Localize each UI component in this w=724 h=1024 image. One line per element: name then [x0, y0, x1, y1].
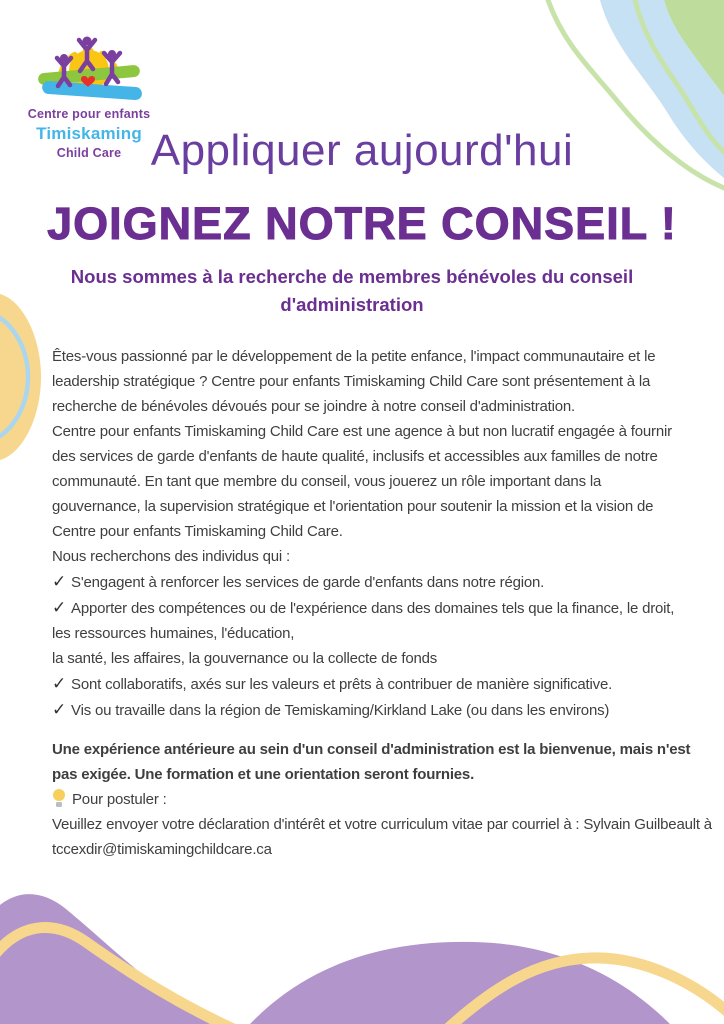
checklist-item-continuation: [52, 646, 692, 671]
checklist-item: [52, 671, 692, 697]
logo-text-timiskaming: Timiskaming: [36, 123, 142, 143]
checklist-item-text: S'engagent à renforcer les services de garde d'enfants dans notre région.: [71, 574, 545, 591]
apply-heading-line: [52, 787, 692, 812]
checklist-item-text: Apporter des compétences ou de l'expérience dans des domaines tels que la finance, le droit, les ressources humaines, l'éducation,: [52, 600, 675, 642]
checklist-item-text: Sont collaboratifs, axés sur les valeurs et prêts à contribuer de manière significative.: [71, 676, 613, 693]
experience-note: Une expérience antérieure au sein d'un conseil d'administration est la bienvenue, mais n'est pas exigée. Une formation et une orientation seront fournies.: [52, 741, 691, 783]
lightbulb-icon: [52, 789, 65, 807]
checkmark-icon: ✓: [52, 572, 67, 591]
checklist-item: [52, 569, 692, 595]
checkmark-icon: ✓: [52, 674, 67, 693]
checklist-item: [52, 595, 692, 646]
checkmark-icon: ✓: [52, 598, 67, 617]
checklist-item-text: la santé, les affaires, la gouvernance ou la collecte de fonds: [52, 650, 438, 667]
intro-paragraph: Êtes-vous passionné par le développement de la petite enfance, l'impact communautaire et le leadership stratégique ? Centre pour enfants Timiskaming Child Care sont présentement à la recherche de bénévoles dévoués pour se joindre à notre conseil d'administration.: [52, 348, 656, 415]
logo-children-sun-art: [30, 28, 148, 106]
recruiting-subtitle: Nous sommes à la recherche de membres bénévoles du conseil d'administration: [70, 266, 634, 315]
bottom-hills-decoration: [0, 878, 724, 1024]
apply-instructions: Veuillez envoyer votre déclaration d'intérêt et votre curriculum vitae par courriel à : Sylvain Guilbeault à tccexdir@timiskamingchildcare.ca: [52, 816, 712, 858]
apply-heading-text: Pour postuler :: [72, 791, 167, 808]
logo-text-centre-pour-enfants: Centre pour enfants: [27, 107, 151, 121]
about-paragraph: Centre pour enfants Timiskaming Child Care est une agence à but non lucratif engagée à fournir des services de garde d'enfants de haute qualité, inclusifs et accessibles aux familles de notre communauté. En tant que membre du conseil, vous jouerez un rôle important dans la gouvernance, la supervision stratégique et l'orientation pour soutenir la mission et la vision de Centre pour enfants Timiskaming Child Care.: [52, 423, 672, 540]
checklist-item-text: Vis ou travaille dans la région de Temiskaming/Kirkland Lake (ou dans les environs): [71, 702, 610, 719]
checklist: [52, 569, 692, 723]
checkmark-icon: ✓: [52, 700, 67, 719]
apply-today-heading: Appliquer aujourd'hui: [150, 126, 574, 175]
seeking-heading: Nous recherchons des individus qui :: [52, 548, 290, 565]
checklist-item: [52, 697, 692, 723]
body-content: [52, 344, 712, 862]
top-right-wave-decoration: [534, 0, 724, 215]
logo-text-child-care: Child Care: [56, 145, 122, 160]
join-board-headline: JOIGNEZ NOTRE CONSEIL !: [47, 198, 677, 249]
